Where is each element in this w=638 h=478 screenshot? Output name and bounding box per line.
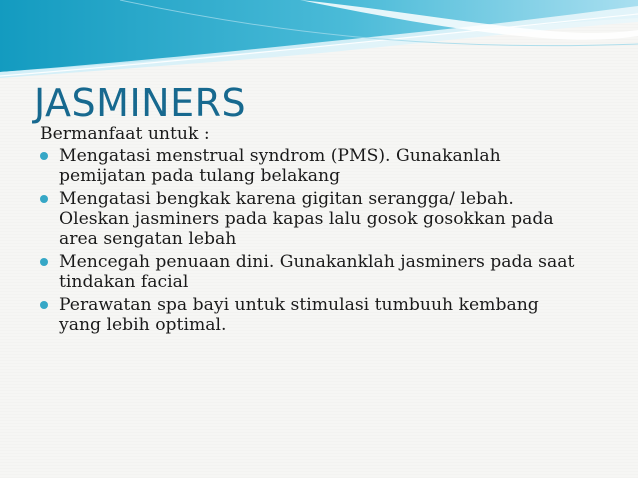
bullet-item bbox=[40, 189, 620, 249]
bullet-text-line: Mencegah penuaan dini. Gunakanklah jasminers pada saat bbox=[59, 252, 575, 272]
bullet-dot-icon bbox=[40, 301, 48, 309]
header-wave-decoration bbox=[0, 0, 638, 80]
bullet-item bbox=[40, 252, 620, 292]
bullet-item bbox=[40, 146, 620, 186]
bullet-text-line: Mengatasi bengkak karena gigitan serangga/ lebah. bbox=[59, 189, 514, 209]
bullet-text-line: Perawatan spa bayi untuk stimulasi tumbuuh kembang bbox=[59, 295, 539, 315]
bullet-text-line: Mengatasi menstrual syndrom (PMS). Gunakanlah bbox=[59, 146, 501, 166]
bullet-dot-icon bbox=[40, 258, 48, 266]
intro-text: Bermanfaat untuk : bbox=[40, 124, 210, 144]
bullet-text-line: pemijatan pada tulang belakang bbox=[59, 166, 341, 186]
bullet-text-line: Oleskan jasminers pada kapas lalu gosok gosokkan pada bbox=[59, 209, 554, 229]
slide-body bbox=[40, 124, 620, 338]
bullet-dot-icon bbox=[40, 152, 48, 160]
bullet-dot-icon bbox=[40, 195, 48, 203]
bullet-text-line: yang lebih optimal. bbox=[59, 315, 227, 335]
bullet-text-line: area sengatan lebah bbox=[59, 229, 237, 249]
slide-title: JASMINERS bbox=[34, 81, 247, 125]
bullet-list bbox=[40, 146, 620, 335]
bullet-item bbox=[40, 295, 620, 335]
bullet-text-line: tindakan facial bbox=[59, 272, 189, 292]
